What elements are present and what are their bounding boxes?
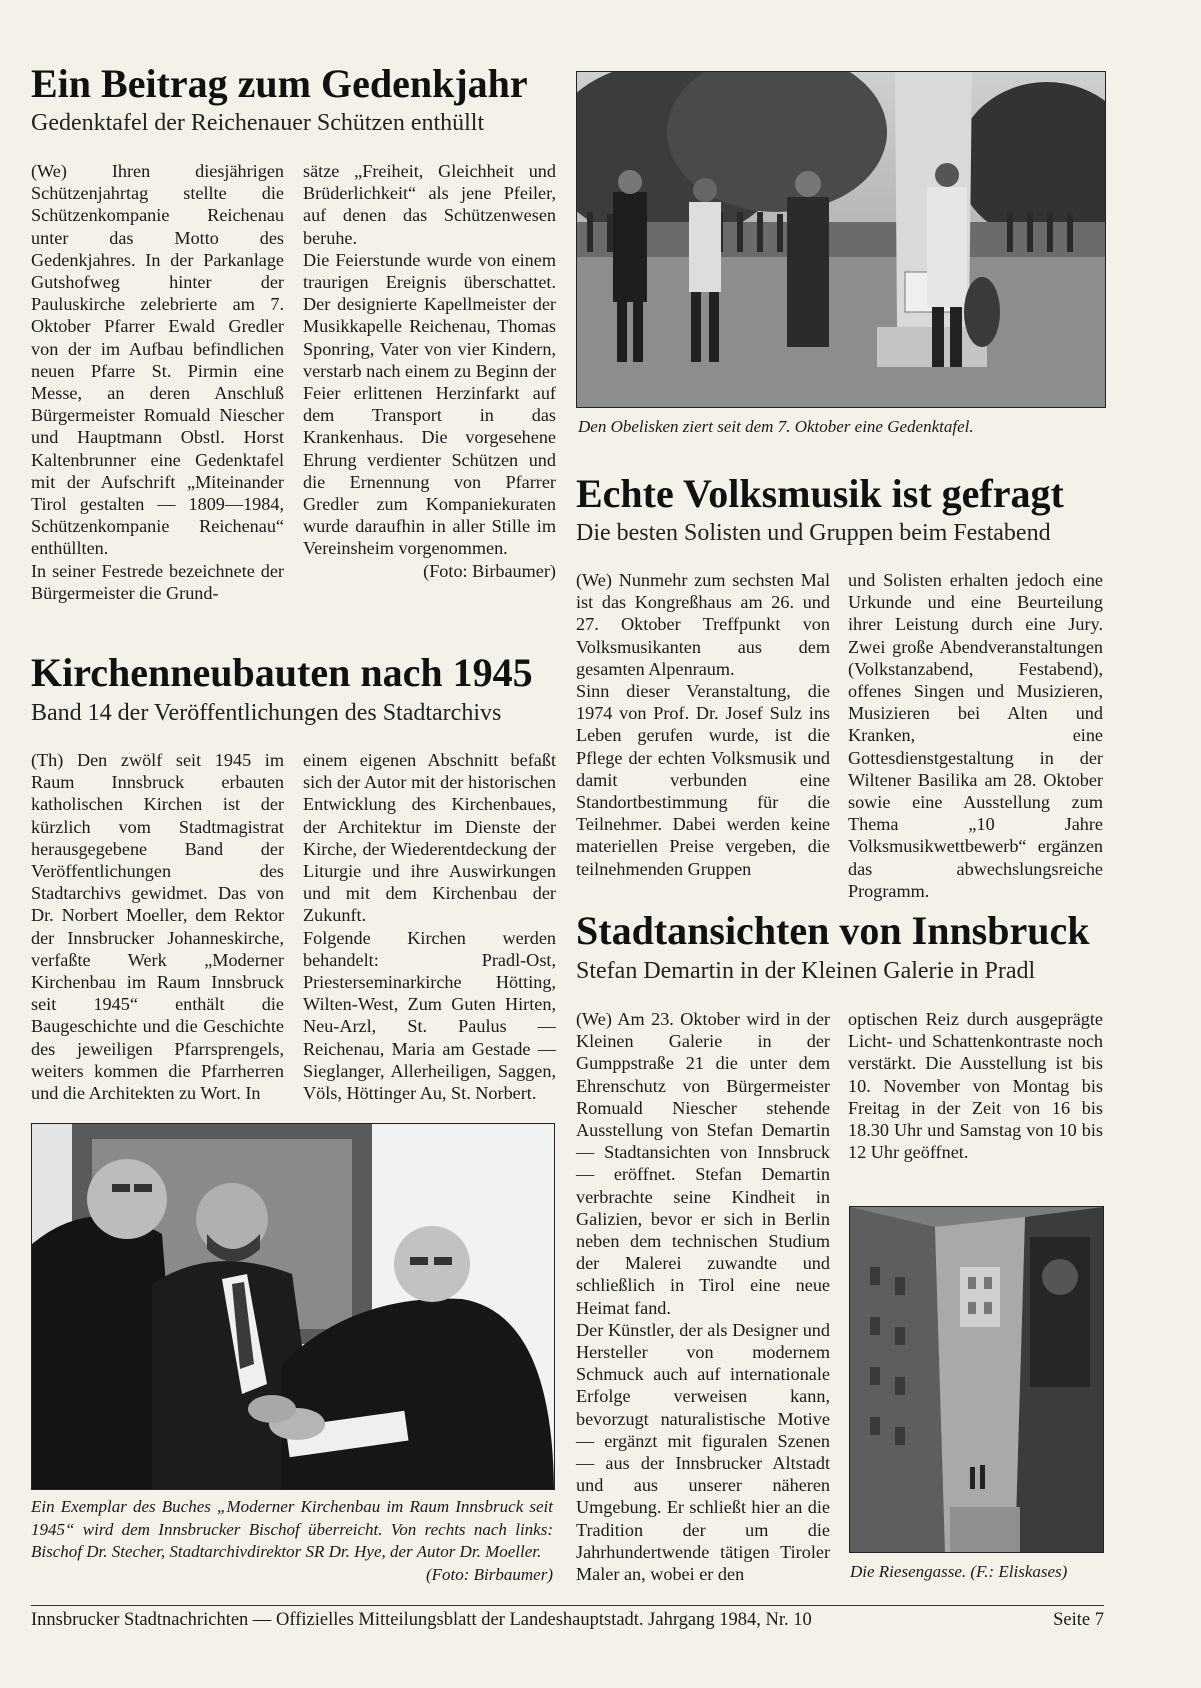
article1-paragraph: Die Feierstunde wurde von einem traurigen Ereignis überschattet. Der designierte Kapellmeister der Musikkapelle Reichenau, Thomas Sponring, Vater von vier Kindern, verstarb nach einem zu Beginn der Feier erlittenen Herzinfarkt auf dem Transport in das Krankenhaus. Die vorgesehene Ehrung verdienter Schützen und die Ernennung von Pfarrer Gredler zum Kompaniekuraten wurde daraufhin in aller Stille im Vereinsheim vorgenommen. (303, 249, 557, 559)
article4-paragraph: Der Künstler, der als Designer und Hersteller von modernem Schmuck auch auf internationale Erfolge verweisen kann, bevorzugt naturalistische Motive — ergänzt mit figuralen Szenen — aus der Innsbrucker Altstadt und aus unserer näheren Umgebung. Er schließt hier an die Tradition der um die Jahrhundertwende tätigen Tiroler Maler an, wobei er den (576, 1319, 830, 1585)
article1-paragraph: In seiner Festrede bezeichnete der Bürgermeister die Grund- (31, 560, 284, 603)
article2-photo-credit: (Foto: Birbaumer) (425, 1564, 553, 1584)
book-handover-photo (31, 1123, 555, 1490)
footer-rule (31, 1605, 1104, 1606)
article4-column-1 (576, 1008, 830, 1585)
article2-column-1 (31, 749, 284, 1104)
article4-subhead: Stefan Demartin in der Kleinen Galerie in Pradl (576, 958, 1036, 984)
article3-column-2 (848, 569, 1103, 902)
article2-paragraph: einem eigenen Abschnitt befaßt sich der Autor mit der historischen Entwicklung des Kirchenbaues, der Architektur im Dienste der Kirche, der Wiederentdeckung der Liturgie und ihre Auswirkungen und mit dem Kirchenbau der Zukunft. (303, 750, 556, 926)
article4-paragraph: (We) Am 23. Oktober wird in der Kleinen Galerie in der Gumppstraße 21 die unter dem Ehrenschutz von Bürgermeister Romuald Niescher stehende Ausstellung von Stefan Demartin — Stadtansichten von Innsbruck — eröffnet. Stefan Demartin verbrachte seine Kindheit in Galizien, bevor er sich in Berlin neben dem technischen Studium der Malerei zuwandte und schließlich in Tirol eine neue Heimat fand. (576, 1009, 830, 1318)
article3-paragraph: (We) Nunmehr zum sechsten Mal ist das Kongreßhaus am 26. und 27. Oktober Treffpunkt von Volksmusikanten aus dem gesamten Alpenraum. (576, 570, 830, 679)
article4-column-2 (848, 1008, 1103, 1163)
article1-photo-caption: Den Obelisken ziert seit dem 7. Oktober eine Gedenktafel. (578, 417, 974, 436)
article2-column-2 (303, 749, 556, 1104)
obelisk-ceremony-photo (576, 71, 1106, 408)
page-number: Seite 7 (1053, 1610, 1104, 1630)
article3-headline: Echte Volksmusik ist gefragt (576, 471, 1064, 516)
riesengasse-painting-photo (849, 1206, 1104, 1553)
article1-column-2 (303, 160, 556, 582)
article1-headline: Ein Beitrag zum Gedenkjahr (31, 61, 528, 106)
article4-headline: Stadtansichten von Innsbruck (576, 908, 1090, 953)
article3-subhead: Die besten Solisten und Gruppen beim Festabend (576, 520, 1051, 546)
article1-paragraph: (We) Ihren diesjährigen Schützenjahrtag stellte die Schützenkompanie Reichenau unter das Motto des Gedenkjahres. In der Parkanlage Gutshofweg hinter der Pauluskirche zelebrierte am 7. Oktober Pfarrer Ewald Gredler von der im Aufbau befindlichen neuen Pfarre St. Pirmin eine Messe, an deren Anschluß Bürgermeister Romuald Niescher und Hauptmann Obstl. Horst Kaltenbrunner eine Gedenktafel mit der Aufschrift „Miteinander Tirol gestalten — 1809—1984, Schützenkompanie Reichenau“ enthüllten. (31, 161, 284, 559)
article4-paragraph: optischen Reiz durch ausgeprägte Licht- und Schattenkontraste noch verstärkt. Die Ausstellung ist bis 10. November von Montag bis Freitag in der Zeit von 16 bis 18.30 Uhr und Samstag von 10 bis 12 Uhr geöffnet. (848, 1009, 1103, 1163)
article1-subhead: Gedenktafel der Reichenauer Schützen enthüllt (31, 110, 485, 136)
article2-paragraph: Folgende Kirchen werden behandelt: Pradl-Ost, Priesterseminarkirche Hötting, Wilten-West, Zum Guten Hirten, Neu-Arzl, St. Paulus — Reichenau, Maria am Gestade — Sieglanger, Allerheiligen, Saggen, Völs, Höttinger Au, St. Norbert. (303, 927, 556, 1104)
article2-photo-caption (31, 1496, 553, 1586)
article3-paragraph: und Solisten erhalten jedoch eine Urkunde und eine Beurteilung ihrer Leistung durch eine Jury. Zwei große Abendveranstaltungen (Volkstanzabend, Festabend), offenes Singen und Musizieren, Musizieren bei Alten und Kranken, eine Gottesdienstgestaltung in der Wiltener Basilika am 28. Oktober sowie eine Ausstellung zum Thema „10 Jahre Volksmusikwettbewerb“ ergänzen das abwechslungsreiche Programm. (848, 570, 1103, 901)
article3-paragraph: Sinn dieser Veranstaltung, die 1974 von Prof. Dr. Josef Sulz ins Leben gerufen wurde, ist die Pflege der echten Volksmusik und damit verbunden eine Standortbestimmung für die Teilnehmer. Dabei werden keine materiellen Preise vergeben, die teilnehmenden Gruppen (576, 681, 830, 879)
article3-column-1 (576, 569, 830, 880)
page-footer (31, 1609, 1104, 1631)
photo-credit: (Foto: Birbaumer) (423, 560, 556, 581)
article2-headline: Kirchenneubauten nach 1945 (31, 650, 533, 695)
footer-publication-line: Innsbrucker Stadtnachrichten — Offizielles Mitteilungsblatt der Landeshauptstadt. Jahrgang 1984, Nr. 10 (31, 1610, 812, 1630)
article2-subhead: Band 14 der Veröffentlichungen des Stadtarchivs (31, 700, 502, 726)
article1-column-1 (31, 160, 284, 604)
article2-paragraph: (Th) Den zwölf seit 1945 im Raum Innsbruck erbauten katholischen Kirchen ist der kürzlich vom Stadtmagistrat herausgegebene Band der Veröffentlichungen des Stadtarchivs gewidmet. Das von Dr. Norbert Moeller, dem Rektor der Innsbrucker Johanneskirche, verfaßte Werk „Moderner Kirchenbau im Raum Innsbruck seit 1945“ enthält die Baugeschichte und die Geschichte des jeweiligen Pfarrsprengels, weiters kommen die Pfarrherren und die Architekten zu Wort. In (31, 750, 284, 1104)
article4-photo-caption: Die Riesengasse. (F.: Eliskases) (850, 1562, 1068, 1581)
article2-caption-text: Ein Exemplar des Buches „Moderner Kirchenbau im Raum Innsbruck seit 1945“ wird dem Innsbrucker Bischof überreicht. Von rechts nach links: Bischof Dr. Stecher, Stadtarchivdirektor SR Dr. Hye, der Autor Dr. Moeller. (31, 1497, 553, 1561)
article1-paragraph: sätze „Freiheit, Gleichheit und Brüderlichkeit“ als jene Pfeiler, auf denen das Schützenwesen beruhe. (303, 161, 556, 248)
